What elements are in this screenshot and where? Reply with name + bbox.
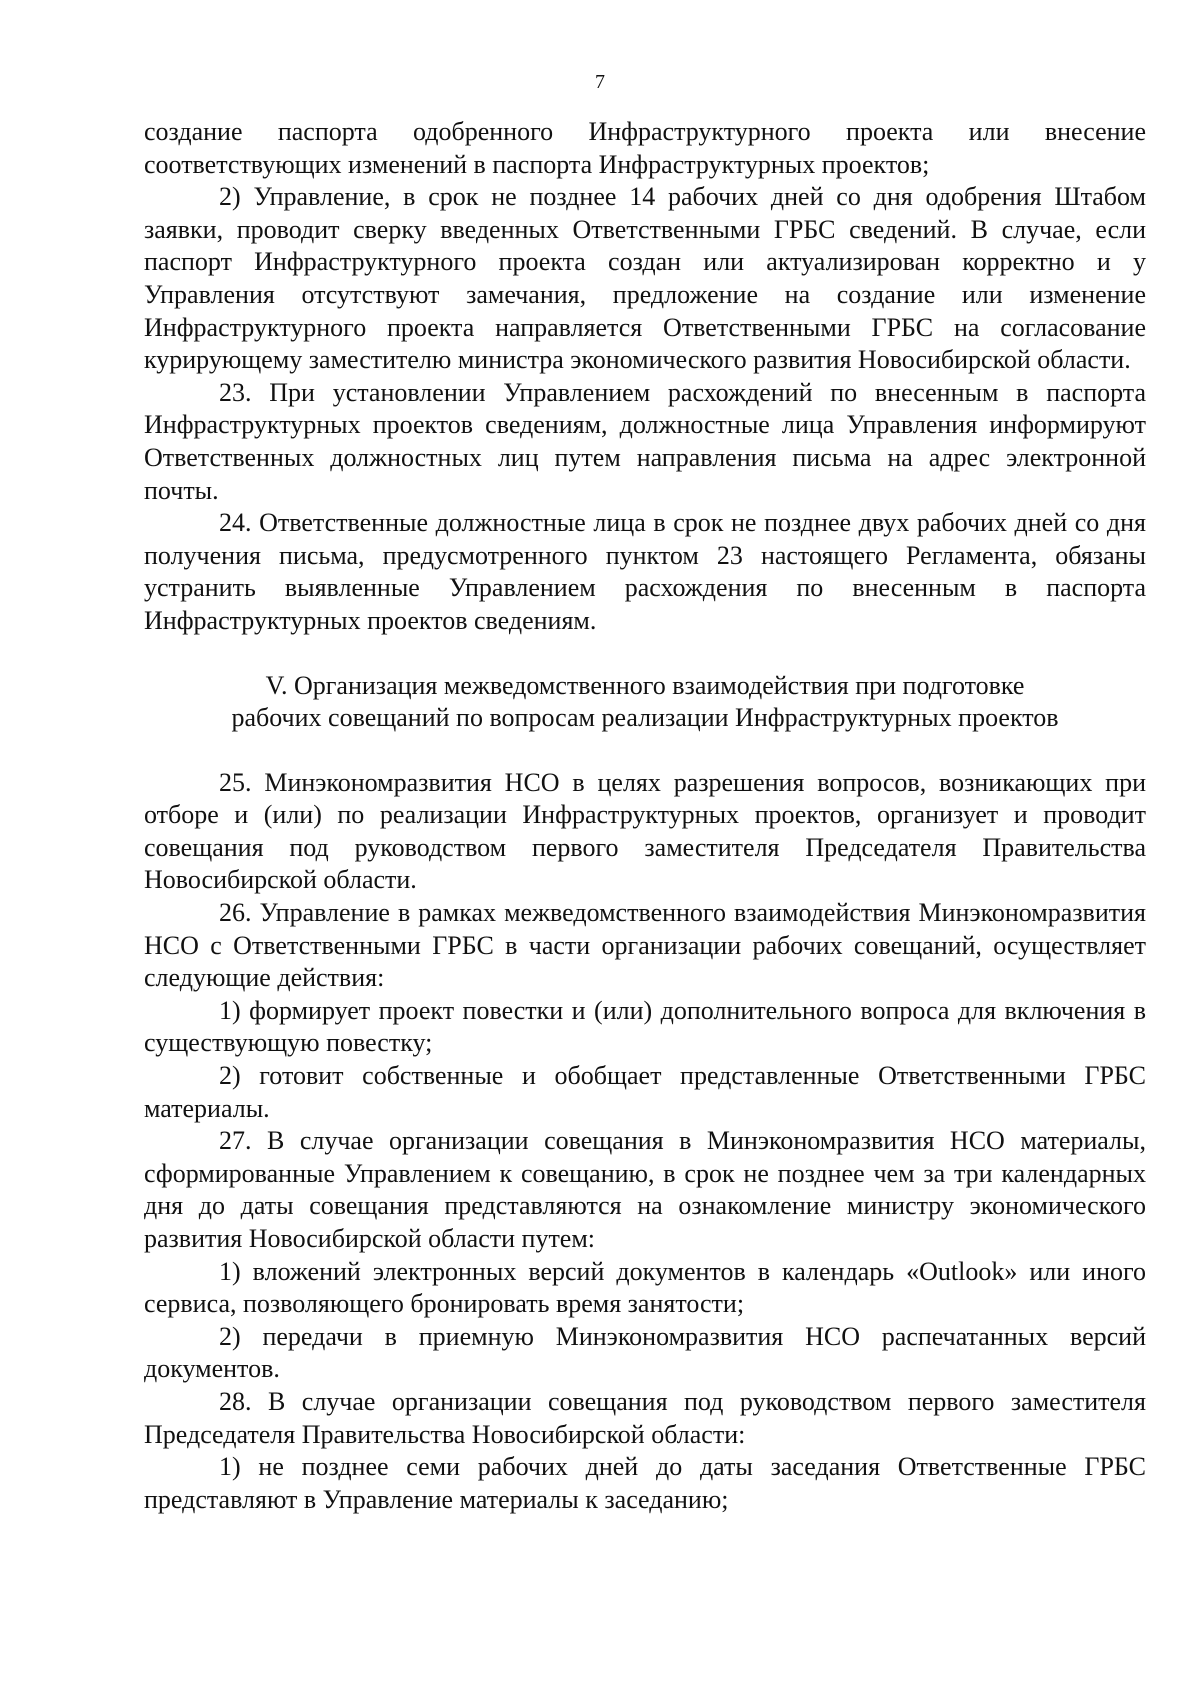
page-number: 7 — [595, 71, 605, 93]
section-heading-line-2: рабочих совещаний по вопросам реализации Инфраструктурных проектов — [231, 703, 1059, 733]
paragraph-27: 27. В случае организации совещания в Минэкономразвития НСО материалы, сформированные Управлением к совещанию, в срок не позднее чем за три календарных дня до даты совещания представляются на ознакомление министру экономического развития Новосибирской области путем: — [144, 1126, 1146, 1253]
paragraph-25: 25. Минэкономразвития НСО в целях разрешения вопросов, возникающих при отборе и (или) по реализации Инфраструктурных проектов, организует и проводит совещания под руководством первого заместителя Председателя Правительства Новосибирской области. — [144, 767, 1146, 895]
paragraph-28-item-1: 1) не позднее семи рабочих дней до даты заседания Ответственные ГРБС представляют в Управление материалы к заседанию; — [144, 1452, 1146, 1514]
paragraph-24: 24. Ответственные должностные лица в срок не позднее двух рабочих дней со дня получения письма, предусмотренного пунктом 23 настоящего Регламента, обязаны устранить выявленные Управлением расхождения по внесенным в паспорта Инфраструктурных проектов сведениям. — [144, 508, 1146, 635]
section-heading-line-1: V. Организация межведомственного взаимодействия при подготовке — [265, 670, 1025, 700]
document-body — [144, 116, 1146, 1516]
paragraph-26-item-2: 2) готовит собственные и обобщает представленные Ответственными ГРБС материалы. — [144, 1061, 1146, 1123]
paragraph-23: 23. При установлении Управлением расхождений по внесенным в паспорта Инфраструктурных проектов сведениям, должностные лица Управления информируют Ответственных должностных лиц путем направления письма на адрес электронной почты. — [144, 377, 1146, 505]
paragraph-26: 26. Управление в рамках межведомственного взаимодействия Минэкономразвития НСО с Ответственными ГРБС в части организации рабочих совещаний, осуществляет следующие действия: — [144, 898, 1146, 993]
paragraph-item-2: 2) Управление, в срок не позднее 14 рабочих дней со дня одобрения Штабом заявки, проводит сверку введенных Ответственными ГРБС сведений. В случае, если паспорт Инфраструктурного проекта создан или актуализирован корректно и у Управления отсутствуют замечания, предложение на создание или изменение Инфраструктурного проекта направляется Ответственными ГРБС на согласование курирующему заместителю министра экономического развития Новосибирской области. — [144, 182, 1146, 375]
paragraph-27-item-2: 2) передачи в приемную Минэкономразвития НСО распечатанных версий документов. — [144, 1321, 1146, 1384]
paragraph-27-item-1: 1) вложений электронных версий документов в календарь «Outlook» или иного сервиса, позволяющего бронировать время занятости; — [144, 1256, 1146, 1319]
paragraph-continuation: создание паспорта одобренного Инфраструктурного проекта или внесение соответствующих изменений в паспорта Инфраструктурных проектов; — [144, 117, 1146, 179]
paragraph-28: 28. В случае организации совещания под руководством первого заместителя Председателя Правительства Новосибирской области: — [144, 1386, 1146, 1449]
paragraph-26-item-1: 1) формирует проект повестки и (или) дополнительного вопроса для включения в существующую повестку; — [144, 995, 1146, 1058]
section-heading — [144, 670, 1146, 735]
